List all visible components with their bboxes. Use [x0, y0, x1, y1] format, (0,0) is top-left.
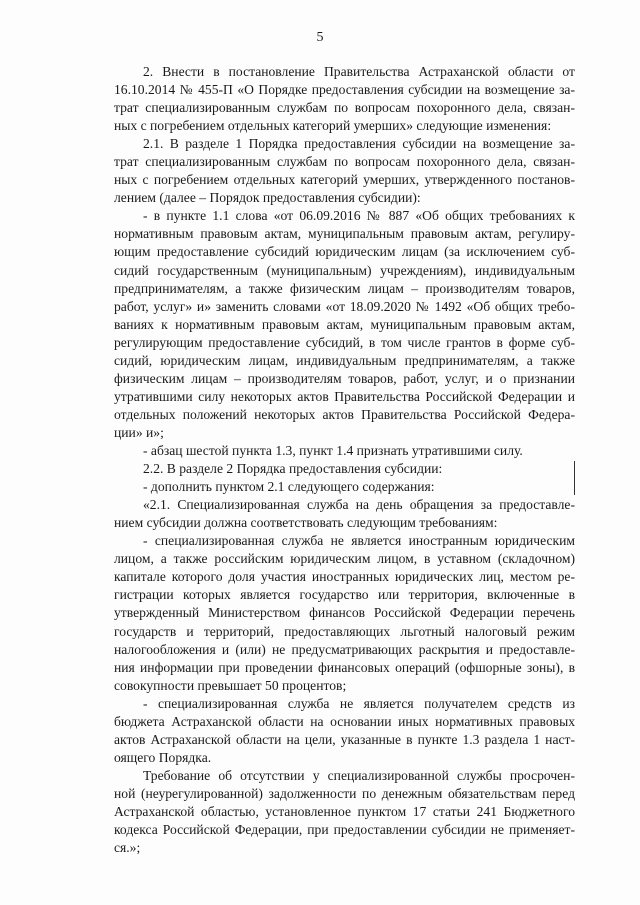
text-line: сидий, юридическим лицам, индивидуальным предпринимателям, а также — [114, 352, 575, 368]
text-line: 2.2. В разделе 2 Порядка предоставления субсидии: — [143, 461, 443, 477]
text-line: кодекса Российской Федерации, при предоставлении субсидии не применяет- — [114, 822, 575, 838]
text-line: оящего Порядка. — [114, 749, 212, 765]
text-line: 2.1. В разделе 1 Порядка предоставления субсидии на возмещение за- — [143, 136, 575, 152]
text-line: лицом, а также российским юридическим лицом, в уставном (складочном) — [114, 551, 575, 567]
text-line: физическим лицам – производителям товаров, работ, услуг, и о признании — [114, 370, 575, 386]
text-line: бюджета Астраханской области на основании иных нормативных правовых — [114, 713, 575, 729]
text-line: утвержденный Министерством финансов Российской Федерации перечень — [114, 605, 575, 621]
text-line: государств и территорий, предоставляющих льготный налоговый режим — [114, 623, 575, 639]
text-line: ных с погребением отдельных категорий умерших, утвержденного постанов- — [114, 172, 575, 188]
text-line: 2. Внести в постановление Правительства Астраханской области от — [143, 64, 575, 79]
text-line: утратившими силу некоторых актов Правительства Российской Федерации и — [114, 388, 575, 404]
text-line: капитале которого доля участия иностранных юридических лиц, местом ре- — [114, 569, 575, 585]
text-line: работ, услуг» и» заменить словами «от 18.09.2020 № 1492 «Об общих требо- — [114, 298, 575, 314]
text-line: Астраханской областью, установленное пунктом 17 статьи 241 Бюджетного — [114, 804, 575, 820]
text-line: ных с погребением отдельных категорий умерших» следующие изменения: — [114, 118, 552, 134]
text-line: отдельных положений некоторых актов Правительства Российской Федера- — [114, 406, 575, 422]
text-line: ся.»; — [114, 840, 141, 856]
text-line: лением (далее – Порядок предоставления субсидии): — [114, 190, 421, 206]
text-line: трат специализированным службам по вопросам похоронного дела, связан- — [114, 100, 575, 116]
text-line: нормативным правовым актам, муниципальным правовым актам, регулиру- — [114, 226, 575, 242]
text-line: регулирующим предоставление субсидий, в том числе грантов в форме суб- — [114, 334, 575, 350]
text-line: - специализированная служба не является иностранным юридическим — [143, 533, 575, 549]
text-line: предпринимателям, а также физическим лицам – производителям товаров, — [114, 280, 575, 296]
text-line: - дополнить пунктом 2.1 следующего содержания: — [143, 479, 435, 495]
margin-mark — [574, 461, 575, 495]
text-line: ваниях к нормативным правовым актам, муниципальным правовым актам, — [114, 316, 575, 332]
text-line: - специализированная служба не является получателем средств из — [143, 695, 575, 711]
text-line: трат специализированным службам по вопросам похоронного дела, связан- — [114, 154, 575, 170]
page-number: 5 — [316, 30, 324, 45]
text-line: ции» и»; — [114, 424, 164, 440]
text-line: актов Астраханской области на цели, указанные в пункте 1.3 раздела 1 наст- — [114, 731, 575, 747]
text-line: Требование об отсутствии у специализированной службы просрочен- — [143, 767, 575, 783]
text-line: «2.1. Специализированная служба на день обращения за предоставле- — [143, 497, 575, 513]
text-line: совокупности превышает 50 процентов; — [114, 677, 347, 693]
text-line: сидий государственным (муниципальным) учреждениям), индивидуальным — [114, 262, 575, 278]
text-line: нием субсидии должна соответствовать следующим требованиям: — [114, 515, 498, 531]
text-line: 16.10.2014 № 455-П «О Порядке предоставления субсидии на возмещение за- — [114, 82, 575, 98]
text-line: - абзац шестой пункта 1.3, пункт 1.4 признать утратившими силу. — [143, 443, 523, 459]
text-line: гистрации которых является государство или территория, включенные в — [114, 587, 575, 603]
text-line: ния информации при проведении финансовых операций (офшорные зоны), в — [114, 659, 575, 675]
text-line: ной (неурегулированной) задолженности по денежным обязательствам перед — [114, 785, 575, 801]
text-line: ющим предоставление субсидий юридическим лицам (за исключением суб- — [114, 244, 575, 260]
text-line: - в пункте 1.1 слова «от 06.09.2016 № 887 «Об общих требованиях к — [143, 208, 575, 224]
text-line: налогообложения и (или) не предусматривающих раскрытия и предоставле- — [114, 641, 575, 657]
